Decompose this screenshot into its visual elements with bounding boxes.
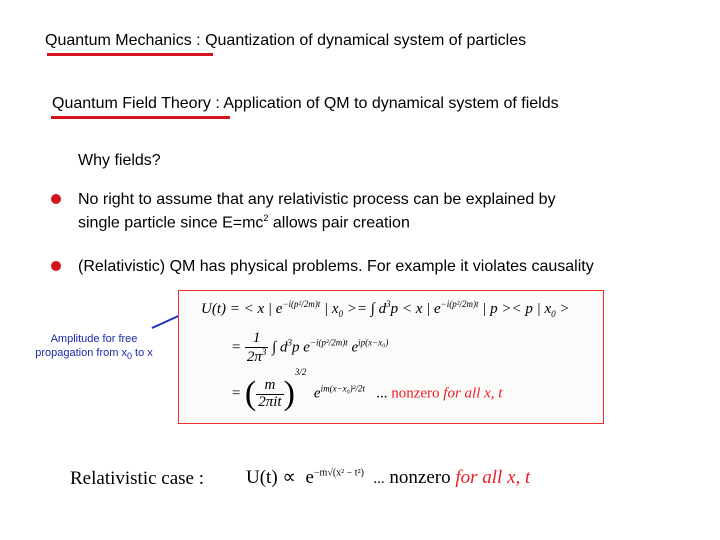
bullet-1-line1: No right to assume that any relativistic process can be explained by [78,191,556,208]
formula-row-3: = ( $\frac{m}{\text{2πit}}$ )$^{3/2}$ $e^{im(x-x_0)^2/2t}$ ... nonzero for all x, t [231,367,503,412]
formula-row3-red: for all x, t [443,385,503,402]
formula-row-2: = $\frac{1}{2\pi^3}$ ∫ $d^3p$ $e^{-i(p^2/2m)t}$ $e^{ip(x-x_0)}$ [231,330,389,365]
bullet-2-line1: (Relativistic) QM has physical problems. For example it violates causality [78,258,594,275]
relativistic-red: for all x, t [455,467,531,488]
heading2-underline [51,116,230,119]
question-why-fields: Why fields? [78,152,161,169]
heading1-underline [47,53,213,56]
bullet-dot-2 [51,261,61,271]
relativistic-case-label: Relativistic case : [70,468,205,489]
propagation-note: Amplitude for free propagation from $x_0$ to x [35,333,153,362]
heading-quantum-field-theory: Quantum Field Theory : Application of QM to dynamical system of fields [52,95,559,112]
formula-box [178,290,604,424]
relativistic-nonzero: nonzero [389,467,451,488]
formula-nonzero: nonzero [391,385,440,402]
formula-row-1: U(t) = < x | $e^{-i(p^2/2m)t}$ | $x_0$ >= ∫ $d^3p < x$ | $e^{-i(p^2/2m)t}$ | p >< p | $x_0$ > [201,299,570,319]
bullet-dot-1 [51,194,61,204]
heading-quantum-mechanics: Quantum Mechanics : Quantization of dynamical system of particles [45,32,527,49]
bullet-1-line2: single particle since $E=mc^2$ allows pair creation [78,213,410,232]
relativistic-case-formula: $U(t) \propto e^{-m√(x^2 - t^2)}$ ... nonzero for all x, t [246,467,531,488]
bullet-1-superscript: 2 [263,213,269,223]
